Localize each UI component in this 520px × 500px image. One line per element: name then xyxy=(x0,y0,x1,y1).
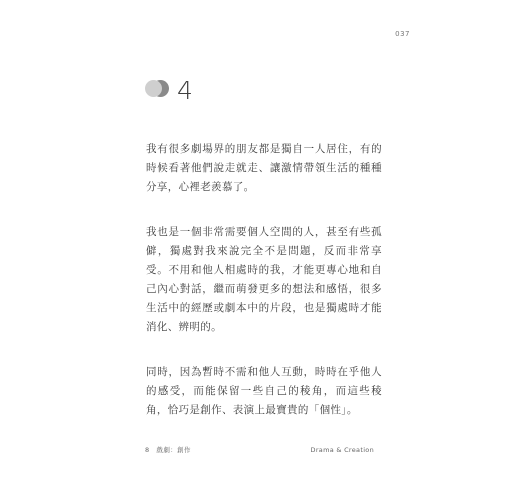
chapter-heading xyxy=(145,77,193,103)
paragraph-2: 我也是一個非常需要個人空間的人，甚至有些孤僻，獨處對我來說完全不是問題，反而非常享受。不用和他人相處時的我，才能更專心地和自己內心對話，繼而萌發更多的想法和感悟，很多生活中的經歷或劇本中的片段，也是獨處時才能消化、辨明的。 xyxy=(146,226,382,333)
light-circle-icon xyxy=(145,80,162,97)
page-number: 037 xyxy=(395,30,410,38)
paragraph-3: 同時，因為暫時不需和他人互動，時時在乎他人的感受，而能保留一些自己的稜角，而這些稜角，恰巧是創作、表演上最寶貴的「個性」。 xyxy=(146,366,382,416)
chapter-circles-icon xyxy=(145,80,169,100)
chapter-number: 4 xyxy=(177,75,193,105)
paragraph-1: 我有很多劇場界的朋友都是獨自一人居住，有的時候看著他們說走就走、讓激情帶領生活的種種分享，心裡老羨慕了。 xyxy=(146,143,382,193)
body-text xyxy=(146,140,382,446)
footer-section-label: 8 戲劇：創作 xyxy=(145,446,191,454)
footer-english-title: Drama & Creation xyxy=(310,446,374,454)
